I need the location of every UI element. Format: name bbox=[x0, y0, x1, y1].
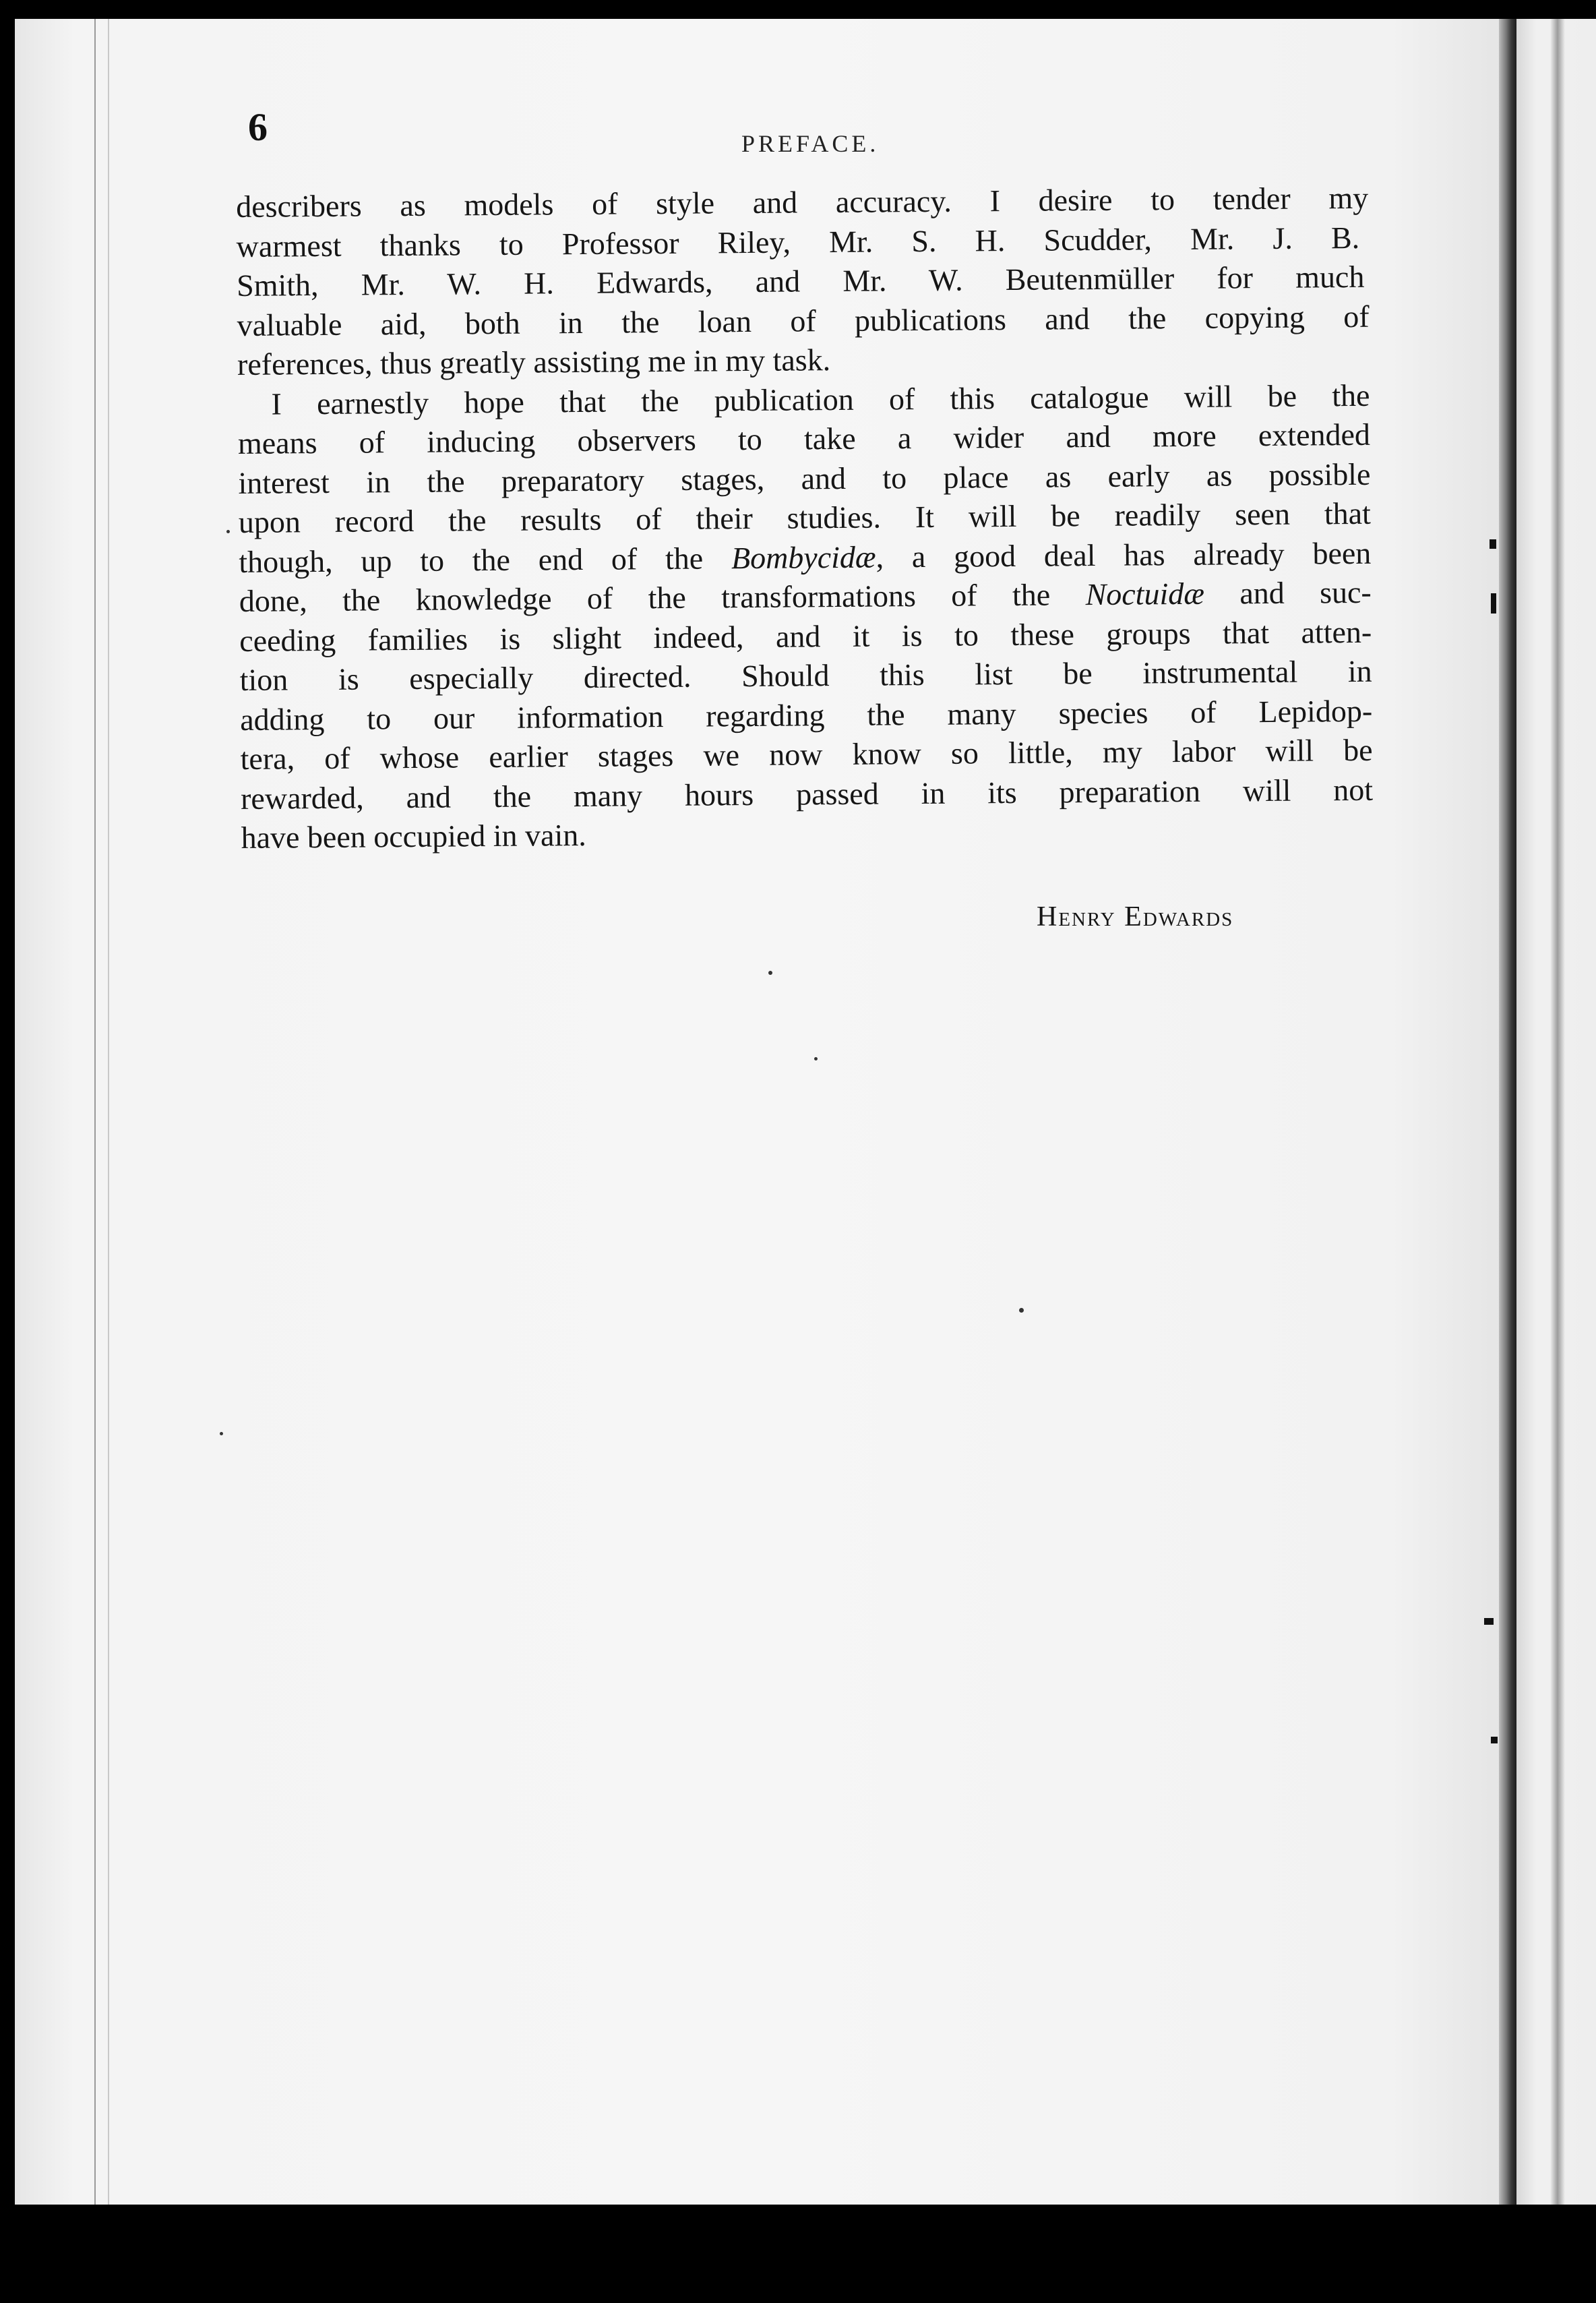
taxon-name: Noctuidæ bbox=[1085, 576, 1205, 612]
facing-page-shadow bbox=[1550, 19, 1565, 2205]
text-line: means of inducing observers to take a wider and more extended bbox=[237, 417, 1371, 460]
book-gutter bbox=[1499, 19, 1516, 2205]
page-edge-line bbox=[94, 19, 96, 2205]
text-line: Smith, Mr. W. H. Edwards, and Mr. W. Beutenmüller for much bbox=[236, 259, 1365, 303]
scan-border-top bbox=[0, 0, 1596, 19]
text-line: interest in the preparatory stages, and to place as early as possible bbox=[238, 456, 1371, 500]
page-edge-line bbox=[108, 19, 109, 2205]
text-line: adding to our information regarding the many species of Lepidop- bbox=[239, 693, 1373, 737]
text-line: references, thus greatly assisting me in my task. bbox=[237, 342, 831, 382]
text-line: describers as models of style and accuracy. I desire to tender my bbox=[236, 180, 1369, 224]
text-line: I earnestly hope that the publication of this catalogue will be the bbox=[271, 378, 1370, 421]
text-fragment: and suc- bbox=[1239, 574, 1372, 611]
gutter-mark bbox=[1490, 539, 1496, 549]
text-line: tion is especially directed. Should this list be instrumental in bbox=[239, 653, 1372, 697]
scan-speck bbox=[220, 1432, 223, 1435]
taxon-name: Bombycidæ bbox=[731, 539, 876, 575]
scan-speck bbox=[1019, 1308, 1024, 1313]
scan-border-bottom bbox=[0, 2205, 1596, 2303]
text-line: warmest thanks to Professor Riley, Mr. S. H. Scudder, Mr. J. B. bbox=[236, 220, 1360, 264]
text-line: ceeding families is slight indeed, and it is to these groups that atten- bbox=[239, 614, 1372, 658]
text-fragment: done, the knowledge of the transformations of the bbox=[239, 577, 1051, 618]
running-head: PREFACE. bbox=[741, 130, 880, 157]
scan-speck bbox=[768, 971, 772, 975]
page-number: 6 bbox=[248, 105, 268, 149]
gutter-mark bbox=[1491, 1737, 1498, 1743]
text-line: rewarded, and the many hours passed in its preparation will not bbox=[240, 772, 1374, 816]
text-line: upon record the results of their studies. It will be readily seen that bbox=[238, 496, 1372, 539]
text-fragment: though, up to the end of the bbox=[239, 541, 704, 579]
scan-border-left bbox=[0, 0, 15, 2303]
scan-speck bbox=[814, 1057, 818, 1060]
text-line: have been occupied in vain. bbox=[241, 817, 586, 855]
text-fragment: , a good deal has already been bbox=[876, 535, 1372, 574]
text-line: valuable aid, both in the loan of publications and the copying of bbox=[237, 299, 1370, 342]
preface-text bbox=[236, 179, 1374, 858]
gutter-mark bbox=[1484, 1618, 1494, 1625]
scan-speck bbox=[226, 530, 230, 533]
author-signature: Henry Edwards bbox=[1037, 901, 1234, 932]
text-line: tera, of whose earlier stages we now know so little, my labor will be bbox=[240, 732, 1373, 776]
gutter-mark bbox=[1491, 593, 1496, 614]
